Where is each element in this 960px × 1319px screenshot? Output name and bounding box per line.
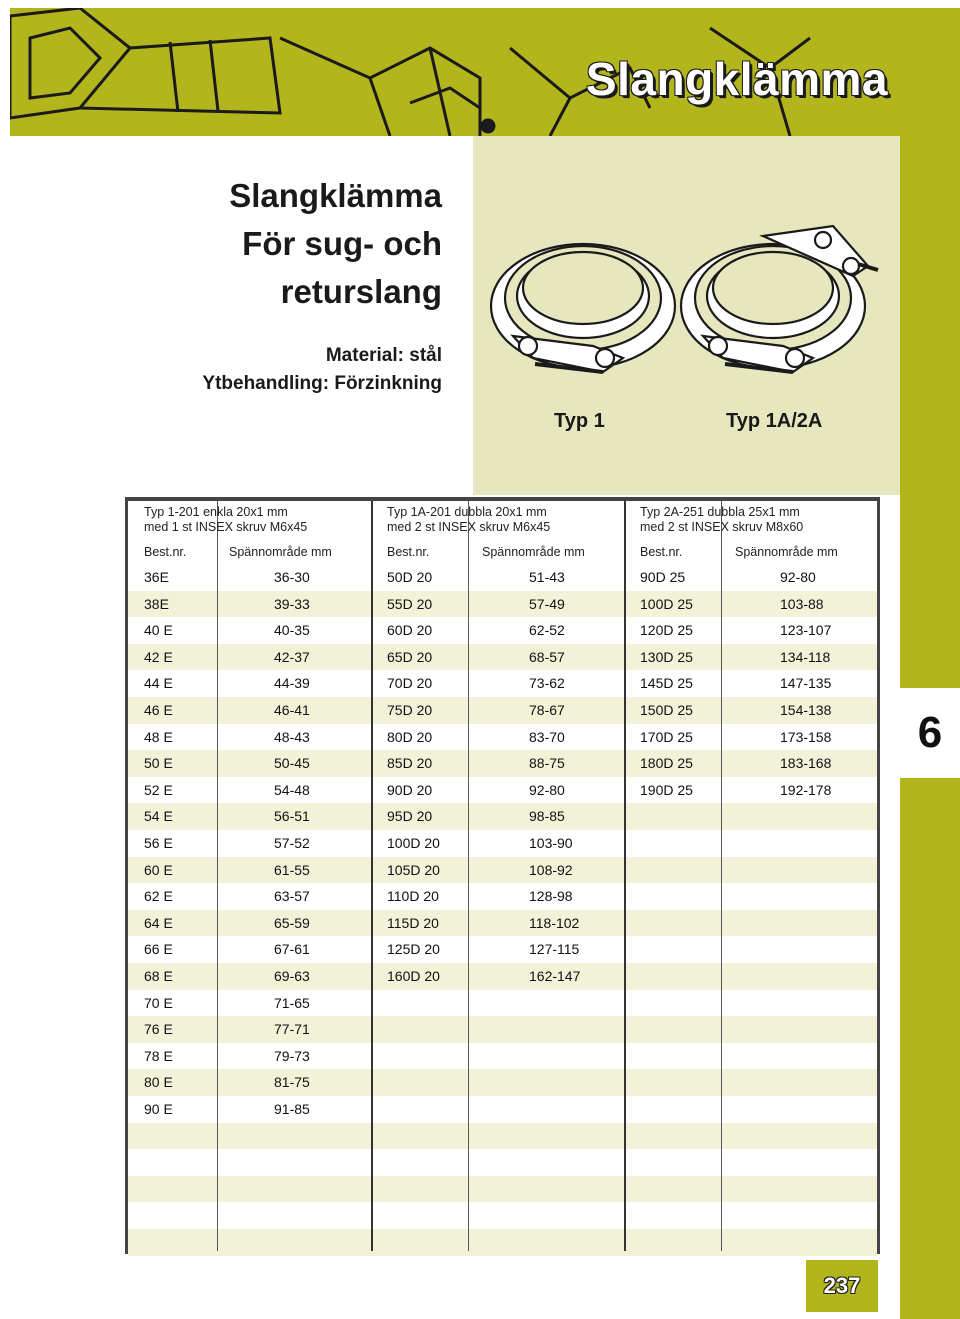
clamp-range-cell: 65-59 — [274, 914, 310, 931]
clamp-range-cell: 67-61 — [274, 941, 310, 958]
table-row — [128, 1043, 877, 1070]
order-number-cell: 65D 20 — [387, 648, 433, 665]
clamp-range-cell: 51-43 — [529, 569, 565, 585]
order-number-cell: 46 E — [144, 702, 173, 718]
clamp-range-cell: 73-62 — [529, 675, 565, 692]
clamp-range-cell: 103-88 — [780, 595, 824, 612]
clamp-range-cell: 48-43 — [274, 728, 310, 745]
order-number-cell: 100D 20 — [387, 835, 440, 851]
table-row — [128, 697, 877, 724]
type1-label: Typ 1 — [554, 410, 605, 432]
group-divider — [624, 501, 626, 1251]
clamp-type1-drawing — [491, 244, 675, 372]
clamp-range-cell: 79-73 — [274, 1047, 310, 1064]
clamp-range-cell: 56-51 — [274, 808, 310, 825]
order-number-cell: 78 E — [144, 1047, 173, 1064]
clamp-range-cell: 98-85 — [529, 808, 565, 825]
order-number-cell: 160D 20 — [387, 968, 440, 984]
clamp-range-cell: 69-63 — [274, 968, 310, 984]
group-heading-line: Typ 1-201 enkla 20x1 mm — [144, 505, 288, 519]
table-row — [128, 830, 877, 857]
column-divider — [468, 501, 469, 1251]
order-number-cell: 90 E — [144, 1101, 173, 1117]
clamp-range-cell: 128-98 — [529, 888, 573, 905]
clamp-range-cell: 57-52 — [274, 835, 310, 851]
order-number-cell: 90D 25 — [640, 569, 686, 585]
column-header-bestnr: Best.nr. — [144, 545, 187, 559]
clamp-range-cell: 91-85 — [274, 1101, 310, 1117]
table-row — [128, 617, 877, 644]
table-row — [128, 1176, 877, 1203]
table-row — [128, 963, 877, 990]
order-number-cell: 190D 25 — [640, 781, 693, 798]
group-heading-typ1a — [387, 505, 550, 535]
clamp-range-cell: 103-90 — [529, 835, 573, 851]
clamp-range-cell: 192-178 — [780, 781, 832, 798]
order-number-cell: 130D 25 — [640, 648, 693, 665]
table-row — [128, 883, 877, 910]
clamp-range-cell: 62-52 — [529, 622, 565, 639]
table-row — [128, 990, 877, 1017]
title-line-1: Slangklämma — [229, 177, 442, 214]
clamp-range-cell: 108-92 — [529, 861, 573, 878]
table-row — [128, 644, 877, 671]
order-number-cell: 85D 20 — [387, 755, 433, 772]
order-number-cell: 68 E — [144, 968, 173, 984]
table-row — [128, 1149, 877, 1176]
order-number-cell: 54 E — [144, 808, 173, 825]
hose-clamp-drawings — [473, 136, 900, 416]
clamp-range-cell: 78-67 — [529, 702, 565, 718]
order-number-cell: 180D 25 — [640, 755, 693, 772]
clamp-range-cell: 183-168 — [780, 755, 832, 772]
clamp-range-cell: 63-57 — [274, 888, 310, 905]
clamp-table — [125, 497, 880, 1254]
column-header-range: Spännområde mm — [482, 545, 585, 559]
clamp-range-cell: 162-147 — [529, 968, 581, 984]
clamp-range-cell: 92-80 — [780, 569, 816, 585]
table-row — [128, 1123, 877, 1150]
order-number-cell: 36E — [144, 569, 169, 585]
column-divider — [721, 501, 722, 1251]
group-heading-line: med 2 st INSEX skruv M8x60 — [640, 520, 804, 534]
clamp-type2-drawing — [681, 226, 878, 372]
clamp-range-cell: 57-49 — [529, 595, 565, 612]
group-heading-typ1 — [144, 505, 307, 535]
clamp-range-cell: 68-57 — [529, 648, 565, 665]
table-row — [128, 1016, 877, 1043]
order-number-cell: 80 E — [144, 1074, 173, 1091]
clamp-range-cell: 154-138 — [780, 702, 832, 718]
banner-title: Slangklämma — [585, 53, 888, 105]
clamp-range-cell: 123-107 — [780, 622, 832, 639]
order-number-cell: 170D 25 — [640, 728, 693, 745]
order-number-cell: 70D 20 — [387, 675, 433, 692]
order-number-cell: 120D 25 — [640, 622, 693, 639]
table-row — [128, 1069, 877, 1096]
group-heading-line: Typ 2A-251 dubbla 25x1 mm — [640, 505, 800, 519]
order-number-cell: 62 E — [144, 888, 173, 905]
clamp-range-cell: 39-33 — [274, 595, 310, 612]
clamp-range-cell: 134-118 — [780, 648, 831, 665]
order-number-cell: 44 E — [144, 675, 173, 692]
clamp-range-cell: 61-55 — [274, 861, 310, 878]
order-number-cell: 64 E — [144, 914, 173, 931]
order-number-cell: 100D 25 — [640, 595, 693, 612]
order-number-cell: 50D 20 — [387, 569, 433, 585]
clamp-range-cell: 36-30 — [274, 569, 310, 585]
order-number-cell: 80D 20 — [387, 728, 433, 745]
order-number-cell: 125D 20 — [387, 941, 440, 958]
title-line-3: returslang — [280, 273, 442, 310]
order-number-cell: 95D 20 — [387, 808, 433, 825]
order-number-cell: 60D 20 — [387, 622, 433, 639]
table-row — [128, 936, 877, 963]
order-number-cell: 115D 20 — [387, 914, 439, 931]
order-number-cell: 52 E — [144, 781, 173, 798]
column-header-bestnr: Best.nr. — [387, 545, 430, 559]
group-heading-line: med 2 st INSEX skruv M6x45 — [387, 520, 551, 534]
clamp-range-cell: 127-115 — [529, 941, 580, 958]
clamp-range-cell: 147-135 — [780, 675, 832, 692]
page-number: 237 — [806, 1260, 878, 1312]
order-number-cell: 55D 20 — [387, 595, 433, 612]
order-number-cell: 105D 20 — [387, 861, 440, 878]
table-row — [128, 724, 877, 751]
table-row — [128, 777, 877, 804]
clamp-range-cell: 54-48 — [274, 781, 310, 798]
title-line-2: För sug- och — [242, 225, 442, 262]
clamp-range-cell: 50-45 — [274, 755, 310, 772]
order-number-cell: 70 E — [144, 994, 173, 1011]
order-number-cell: 38E — [144, 595, 169, 612]
clamp-range-cell: 173-158 — [780, 728, 832, 745]
material-text: Material: stål — [325, 345, 442, 366]
group-heading-line: med 1 st INSEX skruv M6x45 — [144, 520, 308, 534]
order-number-cell: 56 E — [144, 835, 173, 851]
chapter-tab: 6 — [900, 688, 960, 778]
group-heading-typ2a — [640, 505, 803, 535]
clamp-range-cell: 81-75 — [274, 1074, 310, 1091]
clamp-range-cell: 42-37 — [274, 648, 310, 665]
type2-label: Typ 1A/2A — [726, 410, 823, 432]
clamp-range-cell: 118-102 — [529, 914, 580, 931]
clamp-range-cell: 77-71 — [274, 1021, 310, 1038]
intro-title-block — [40, 172, 442, 398]
column-header-bestnr: Best.nr. — [640, 545, 683, 559]
order-number-cell: 42 E — [144, 648, 173, 665]
table-row — [128, 910, 877, 937]
order-number-cell: 145D 25 — [640, 675, 693, 692]
group-heading-line: Typ 1A-201 dubbla 20x1 mm — [387, 505, 547, 519]
table-row — [128, 1202, 877, 1229]
header-banner — [10, 8, 900, 136]
order-number-cell: 50 E — [144, 755, 173, 772]
clamp-range-cell: 83-70 — [529, 728, 565, 745]
column-divider — [217, 501, 218, 1251]
clamp-range-cell: 71-65 — [274, 994, 310, 1011]
order-number-cell: 66 E — [144, 941, 173, 958]
order-number-cell: 76 E — [144, 1021, 173, 1038]
table-row — [128, 591, 877, 618]
clamp-range-cell: 44-39 — [274, 675, 310, 692]
surface-treatment-text: Ytbehandling: Förzinkning — [202, 373, 442, 394]
order-number-cell: 60 E — [144, 861, 173, 878]
table-row — [128, 750, 877, 777]
table-row — [128, 1229, 877, 1256]
clamp-range-cell: 92-80 — [529, 781, 565, 798]
clamp-range-cell: 88-75 — [529, 755, 565, 772]
table-row — [128, 564, 877, 591]
side-accent-strip — [900, 8, 960, 1319]
clamp-range-cell: 46-41 — [274, 702, 310, 718]
order-number-cell: 48 E — [144, 728, 173, 745]
order-number-cell: 110D 20 — [387, 888, 439, 905]
order-number-cell: 75D 20 — [387, 702, 433, 718]
order-number-cell: 90D 20 — [387, 781, 433, 798]
group-divider — [371, 501, 373, 1251]
table-row — [128, 857, 877, 884]
table-row — [128, 1096, 877, 1123]
table-row — [128, 670, 877, 697]
product-figure-panel — [473, 136, 900, 495]
order-number-cell: 40 E — [144, 622, 173, 639]
table-row — [128, 803, 877, 830]
clamp-range-cell: 40-35 — [274, 622, 310, 639]
column-header-range: Spännområde mm — [229, 545, 332, 559]
column-header-range: Spännområde mm — [735, 545, 838, 559]
order-number-cell: 150D 25 — [640, 702, 693, 718]
